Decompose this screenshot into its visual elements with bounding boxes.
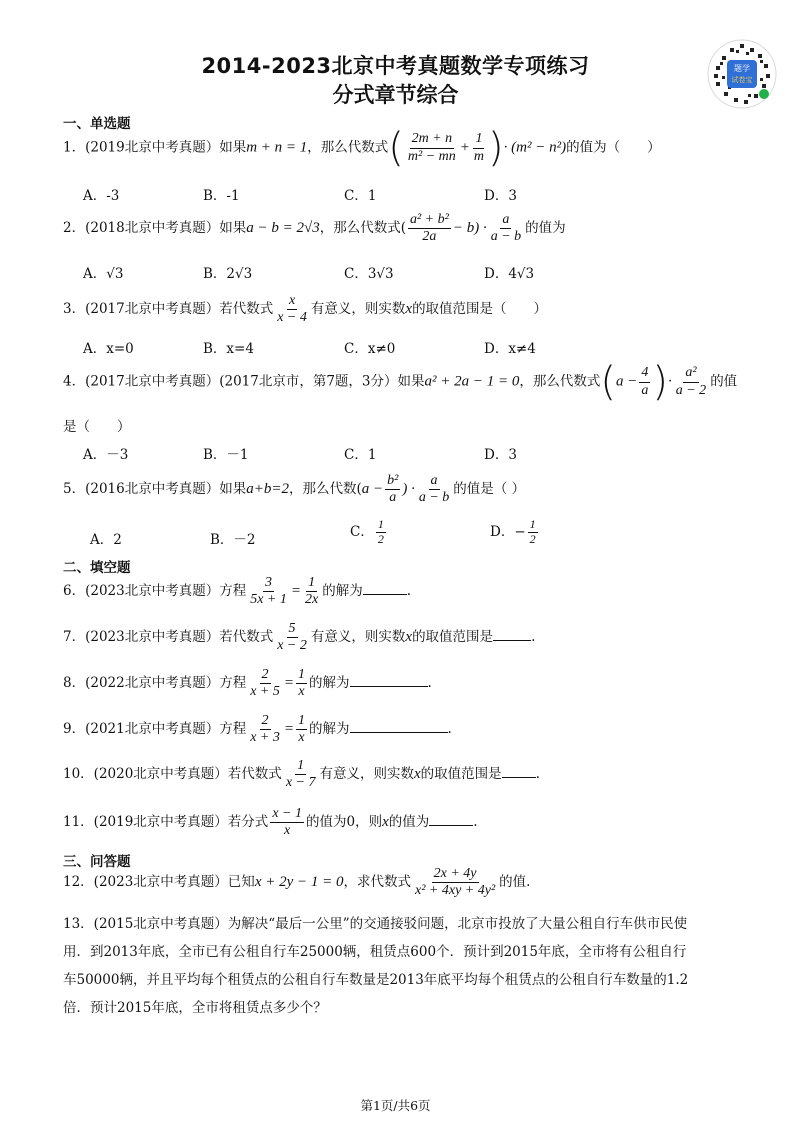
question-12: 12．(2023北京中考真题）已知x + 2y − 1 = 0，求代数式 $\frac{2x + 4y}{\text{x² + 4xy + 4y²}}$ 的值. bbox=[63, 866, 531, 899]
qr-code-badge[interactable] bbox=[706, 38, 778, 110]
q6-fraction-2: $\frac{1}{2x}$ bbox=[305, 575, 319, 608]
q11-fraction: $\frac{x - 1}{x}$ bbox=[272, 806, 302, 839]
q3-prefix: 3．(2017北京中考真题）若代数式 bbox=[63, 301, 274, 318]
q4-suffix: 的值 bbox=[710, 373, 738, 390]
q2-option-a[interactable]: A．√3 bbox=[83, 266, 124, 282]
left-paren: ( bbox=[388, 125, 404, 171]
q9-fraction-1: $\frac{2}{x + 3}$ bbox=[250, 713, 280, 746]
q13-line-3: 车50000辆，并且平均每个租赁点的公租自行车数量是2013年底平均每个租赁点的公租自行车数量的1.2 bbox=[63, 972, 689, 988]
q5-option-b[interactable]: B．－2 bbox=[210, 532, 256, 548]
q3-option-b[interactable]: B．x=4 bbox=[203, 341, 254, 357]
q13-line-2: 用．到2013年底，全市已有公租自行车25000辆，租赁点600个．预计到2015年底，全市将有公租自行 bbox=[63, 944, 687, 960]
section-heading-single-choice: 一、单选题 bbox=[63, 116, 131, 132]
q4-option-d[interactable]: D．3 bbox=[484, 447, 517, 463]
q3-fraction: $\frac{x}{x - 4}$ bbox=[277, 293, 307, 326]
q4-condition: a² + 2a − 1 = 0 bbox=[424, 373, 520, 390]
q4-mid: ，那么代数式 bbox=[519, 373, 601, 390]
qr-badge-top-text: 题学 bbox=[734, 64, 750, 73]
question-6: 6．(2023北京中考真题）方程 $\frac{3}{5x + 1}$ = $\frac{1}{2x}$ 的解为 . bbox=[63, 575, 412, 608]
question-2 bbox=[63, 212, 566, 245]
q1-condition: m + n = 1 bbox=[246, 139, 308, 156]
question-11: 11．(2019北京中考真题）若分式 $\frac{x - 1}{x}$ 的值为0，则x的值为 . bbox=[63, 806, 478, 839]
q5-prefix: 5．(2016北京中考真题）如果 bbox=[63, 481, 247, 498]
q1-option-c[interactable]: C．1 bbox=[344, 188, 377, 204]
question-7: 7．(2023北京中考真题）若代数式 $\frac{5}{x - 2}$ 有意义，则实数x的取值范围是 . bbox=[63, 621, 536, 654]
q3-variable: x bbox=[405, 301, 413, 318]
q3-option-d[interactable]: D．x≠4 bbox=[484, 341, 536, 357]
q5-option-d[interactable]: D．− $\frac{1}{2}$ bbox=[490, 517, 536, 546]
q1-mid: ，那么代数式 bbox=[307, 139, 389, 156]
q1-fraction-2: $\frac{1}{m}$ bbox=[473, 131, 485, 164]
q8-answer-blank[interactable] bbox=[350, 674, 428, 687]
q9-fraction-2: $\frac{1}{x}$ bbox=[298, 713, 306, 746]
question-13 bbox=[63, 910, 728, 1022]
q2-fraction-1: $\frac{\text{a² + b²}}{2a}$ bbox=[409, 212, 449, 245]
section-heading-qa: 三、问答题 bbox=[63, 854, 131, 870]
page-number: 第1页/共6页 bbox=[360, 1098, 431, 1113]
q7-answer-blank[interactable] bbox=[493, 628, 531, 641]
question-1: 1．(2019北京中考真题）如果m + n = 1，那么代数式( $\frac{2m + n}{\text{m² − mn}}$ + $\frac{1}{m}$ )· (m² − n²)的值为（ ） bbox=[63, 125, 661, 171]
q1-option-b[interactable]: B．-1 bbox=[203, 188, 240, 204]
q5-suffix: 的值是（ ） bbox=[453, 481, 526, 498]
q2-fraction-2: $\frac{a}{a - b}$ bbox=[490, 212, 522, 245]
q1-option-a[interactable]: A．-3 bbox=[83, 188, 120, 204]
q2-suffix: 的值为 bbox=[525, 220, 566, 237]
q3-suffix: 有意义，则实数 bbox=[310, 301, 406, 318]
page-subtitle: 分式章节综合 bbox=[332, 83, 459, 107]
q10-answer-blank[interactable] bbox=[502, 765, 536, 778]
q4-line-2: 是（ ） bbox=[63, 419, 131, 435]
q8-fraction-1: $\frac{2}{x + 5}$ bbox=[250, 667, 280, 700]
question-10: 10．(2020北京中考真题）若代数式 $\frac{1}{x - 7}$ 有意义，则实数x的取值范围是 . bbox=[63, 758, 540, 791]
q5-option-a[interactable]: A．2 bbox=[90, 532, 122, 548]
q10-fraction: $\frac{1}{x - 7}$ bbox=[285, 758, 316, 791]
q7-fraction: $\frac{5}{x - 2}$ bbox=[277, 621, 307, 654]
q5-condition: a+b=2 bbox=[246, 481, 289, 498]
section-heading-fill-blank: 二、填空题 bbox=[63, 560, 131, 576]
q2-condition: a − b = 2√3 bbox=[246, 220, 320, 237]
q2-option-b[interactable]: B．2√3 bbox=[203, 266, 253, 282]
q4-option-c[interactable]: C．1 bbox=[344, 447, 377, 463]
q2-minus-b: − b) · bbox=[452, 220, 487, 237]
q8-fraction-2: $\frac{1}{x}$ bbox=[298, 667, 306, 700]
page-title: 2014-2023北京中考真题数学专项练习 bbox=[201, 54, 590, 78]
q4-fraction-2: $\frac{\text{a²}}{a - 2}$ bbox=[675, 365, 707, 398]
q4-option-a[interactable]: A．－3 bbox=[83, 447, 129, 463]
q11-answer-blank[interactable] bbox=[429, 813, 473, 826]
q4-prefix: 4．(2017北京中考真题）(2017北京市，第7题，3分）如果 bbox=[63, 373, 425, 390]
q6-fraction-1: $\frac{3}{5x + 1}$ bbox=[250, 575, 287, 608]
q5-option-c-fraction: $\frac{1}{2}$ bbox=[377, 517, 384, 546]
question-4: 4．(2017北京中考真题）(2017北京市，第7题，3分）如果a² + 2a − 1 = 0，那么代数式(a − $\frac{4}{a}$ )· $\frac{\text{a²}}{a - 2}$ 的值 bbox=[63, 359, 738, 405]
q12-fraction: $\frac{2x + 4y}{\text{x² + 4xy + 4y²}}$ bbox=[415, 866, 496, 899]
q1-tail-expression: · (m² − n²) bbox=[503, 139, 567, 156]
q4-inner: a − bbox=[616, 373, 638, 390]
q2-prefix: 2．(2018北京中考真题）如果 bbox=[63, 220, 247, 237]
right-paren: ) bbox=[488, 125, 504, 171]
qr-badge-bottom-text: 试卷宝 bbox=[731, 76, 753, 84]
question-9: 9．(2021北京中考真题）方程 $\frac{2}{x + 3}$ = $\frac{1}{x}$ 的解为 . bbox=[63, 713, 452, 746]
q13-line-1: 13．(2015北京中考真题）为解决“最后一公里”的交通接驳问题，北京市投放了大量公租自行车供市民使 bbox=[63, 916, 688, 932]
q5-fraction-1: $\frac{\text{b²}}{a}$ bbox=[387, 473, 399, 506]
question-3 bbox=[63, 293, 547, 326]
q5-fraction-2: $\frac{a}{a - b}$ bbox=[418, 473, 450, 506]
q1-option-d[interactable]: D．3 bbox=[484, 188, 517, 204]
qr-code-icon bbox=[706, 38, 778, 110]
q5-option-c[interactable]: C． $\frac{1}{2}$ bbox=[350, 517, 384, 546]
q6-answer-blank[interactable] bbox=[363, 582, 407, 595]
q4-fraction-1: $\frac{4}{a}$ bbox=[641, 365, 649, 398]
q5-option-d-fraction: $\frac{1}{2}$ bbox=[529, 517, 536, 546]
q2-option-d[interactable]: D．4√3 bbox=[484, 266, 535, 282]
q1-fraction-1: $\frac{2m + n}{\text{m² − mn}}$ bbox=[407, 131, 456, 164]
question-8: 8．(2022北京中考真题）方程 $\frac{2}{x + 5}$ = $\frac{1}{x}$ 的解为 . bbox=[63, 667, 432, 700]
q3-option-c[interactable]: C．x≠0 bbox=[344, 341, 396, 357]
q1-suffix: 的值为（ ） bbox=[566, 139, 661, 156]
q1-prefix: 1．(2019北京中考真题）如果 bbox=[63, 139, 247, 156]
q13-line-4: 倍．预计2015年底，全市将租赁点多少个？ bbox=[63, 1000, 327, 1016]
q9-answer-blank[interactable] bbox=[350, 720, 448, 733]
q2-option-c[interactable]: C．3√3 bbox=[344, 266, 394, 282]
question-5: 5．(2016北京中考真题）如果a+b=2，那么代数(a − $\frac{\text{b²}}{a}$ ) · $\frac{a}{a - b}$ 的值是（ ） bbox=[63, 473, 526, 506]
q3-suffix-2: 的取值范围是（ ） bbox=[412, 301, 548, 318]
q2-mid: ，那么代数式( bbox=[319, 220, 406, 237]
q4-option-b[interactable]: B．－1 bbox=[203, 447, 249, 463]
q3-option-a[interactable]: A．x=0 bbox=[83, 341, 134, 357]
q5-mid: ，那么代数( bbox=[288, 481, 362, 498]
